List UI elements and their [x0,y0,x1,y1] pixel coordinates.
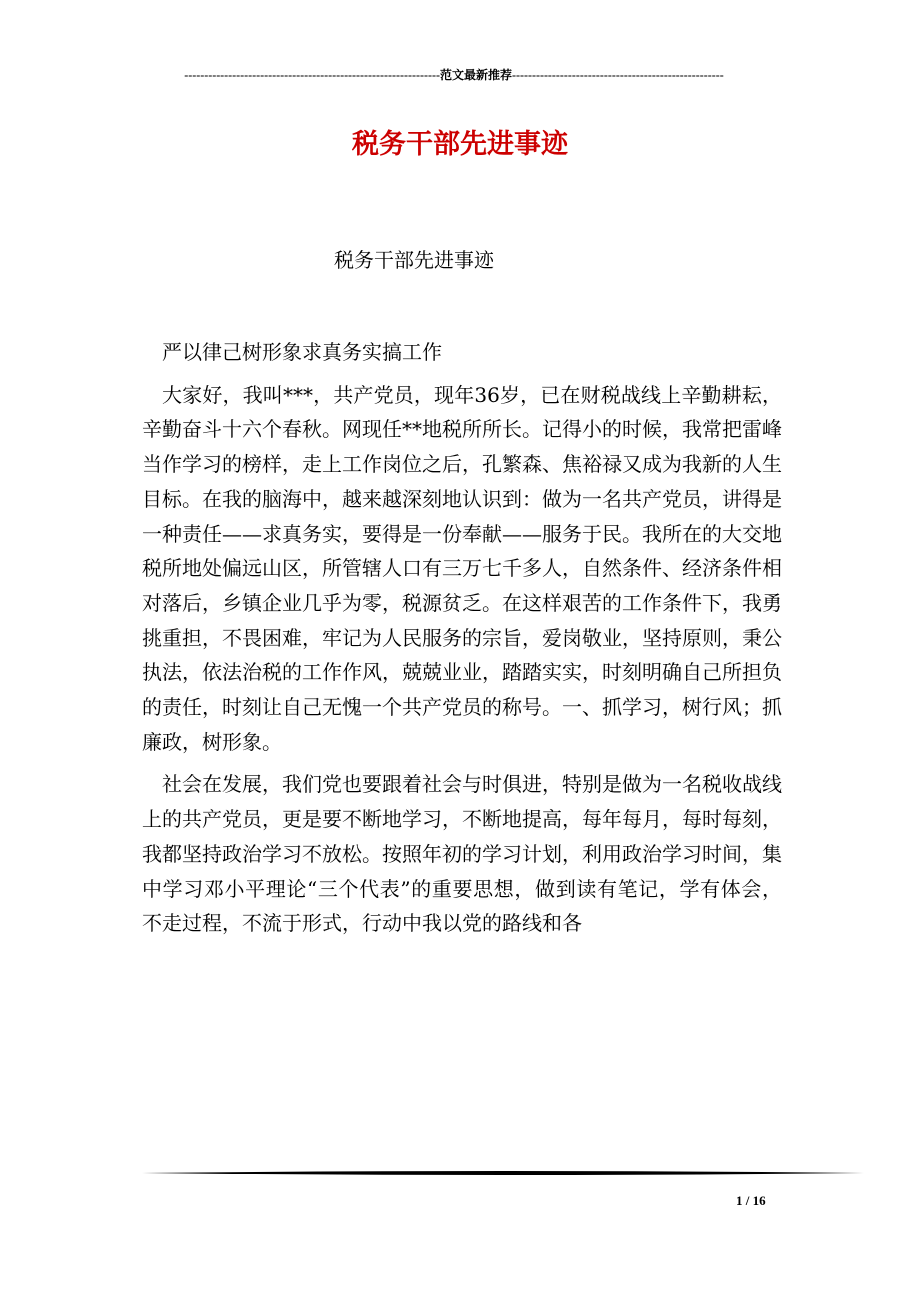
paragraph: 社会在发展，我们党也要跟着社会与时俱进，特别是做为一名税收战线上的共产党员，更是要不断地学习，不断地提高，每年每月，每时每刻，我都坚持政治学习不放松。按照年初的学习计划，利用政治学习时间，集中学习邓小平理论“三个代表”的重要思想，做到读有笔记，学有体会，不走过程，不流于形式，行动中我以党的路线和各 [142,772,782,936]
document-subtitle: 税务干部先进事迹 [334,248,494,272]
paragraph: 大家好，我叫***，共产党员，现年36岁，已在财税战线上辛勤耕耘，辛勤奋斗十六个春秋。网现任**地税所所长。记得小的时候，我常把雷峰当作学习的榜样，走上工作岗位之后，孔繁森、焦裕禄又成为我新的人生目标。在我的脑海中，越来越深刻地认识到：做为一名共产党员，讲得是一种责任——求真务实，要得是一份奉献——服务于民。我所在的大交地税所地处偏远山区，所管辖人口有三万七千多人，自然条件、经济条件相对落后，乡镇企业几乎为零，税源贫乏。在这样艰苦的工作条件下，我勇挑重担，不畏困难，牢记为人民服务的宗旨，爱岗敬业，坚持原则，秉公执法，依法治税的工作作风，兢兢业业，踏踏实实，时刻明确自己所担负的责任，时刻让自己无愧一个共产党员的称号。一、抓学习，树行风；抓廉政，树形象。 [142,382,782,754]
footer-divider [142,1170,864,1176]
paragraph: 严以律己树形象求真务实搞工作 [162,340,442,364]
document-title: 税务干部先进事迹 [352,129,568,160]
page-number: 1 / 16 [736,1193,766,1208]
document-body [142,335,782,941]
page-header: ----------------------------------------------------------------范文最新推荐----------------------------------------------------- [184,68,724,82]
